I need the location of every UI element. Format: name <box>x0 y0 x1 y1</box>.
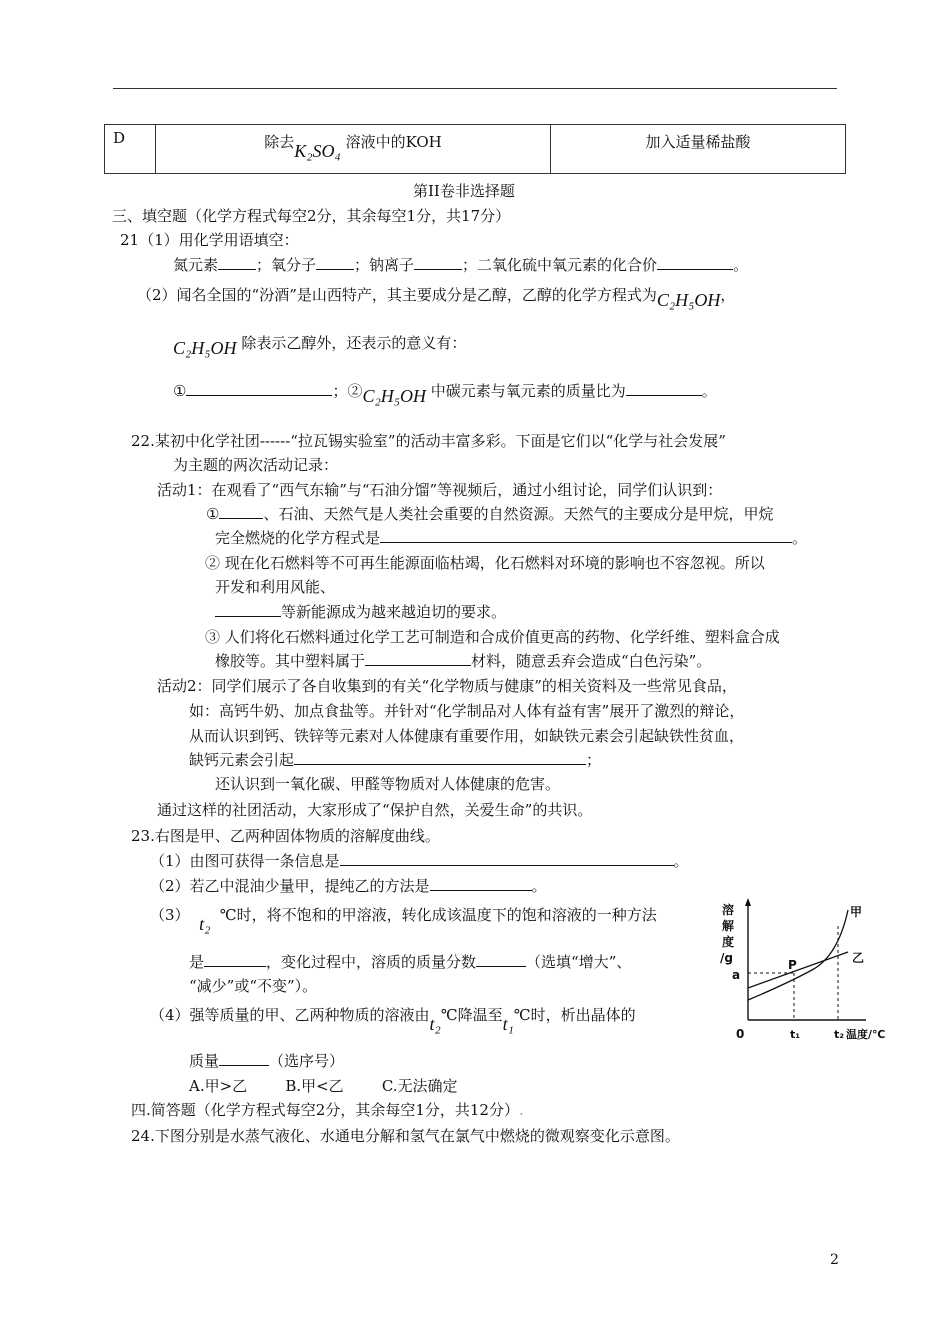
row-label: D <box>105 125 156 174</box>
q24-line: 24.下图分别是水蒸气液化、水通电分解和氢气在氯气中燃烧的微观察变化示意图。 <box>131 1127 680 1145</box>
q22-line5: 完全燃烧的化学方程式是 。 <box>215 529 808 547</box>
q22-line10: 橡胶等。其中塑料属于 材料，随意丢弃会造成“白色污染”。 <box>215 652 712 670</box>
q22-line15: 还认识到一氧化碳、甲醛等物质对人体健康的危害。 <box>215 775 561 793</box>
y-label-4: /g <box>720 951 733 965</box>
q22-line2: 为主题的两次活动记录： <box>173 456 339 474</box>
t2-x-label: t₂ <box>834 1028 845 1041</box>
y-label-1: 溶 <box>722 903 735 917</box>
curve-jia-label: 甲 <box>850 905 863 919</box>
q22-line11: 活动2：同学们展示了各自收集到的有关“化学物质与健康”的相关资料及一些常见食品， <box>157 677 737 695</box>
curve-yi <box>748 952 848 988</box>
q23-options: A.甲>乙 B.甲<乙 C.无法确定 <box>189 1077 458 1095</box>
q23-line1: 23.右图是甲、乙两种固体物质的溶解度曲线。 <box>131 827 440 845</box>
y-label-2: 解 <box>722 919 735 933</box>
q21-line1: 21（1）用化学用语填空： <box>120 231 299 249</box>
header-rule <box>113 88 837 89</box>
k2so4-formula: K₂SO₄ <box>294 141 341 161</box>
solubility-chart <box>716 892 906 1044</box>
q21-line4: C₂H₅OH 除表示乙醇外，还表示的意义有： <box>173 334 467 358</box>
q22-line1: 22.某初中化学社团------“拉瓦锡实验室”的活动丰富多彩。下面是它们以“化学与社会发展” <box>131 432 726 450</box>
table-row <box>105 125 846 174</box>
point-p-label: P <box>788 958 797 972</box>
q22-line4: ① 、石油、天然气是人类社会重要的自然资源。天然气的主要成分是甲烷，甲烷 <box>206 505 774 523</box>
y-label-3: 度 <box>722 935 735 949</box>
method-cell: 加入适量稀盐酸 <box>551 125 846 174</box>
q21-line2: 氮元素 ；氧分子 ；钠离子 ；二氧化硫中氧元素的化合价 。 <box>173 256 749 274</box>
q22-line7: 开发和利用风能、 <box>215 578 336 596</box>
page-number: 2 <box>830 1252 839 1268</box>
purpose-cell: 除去K₂SO₄ 溶液中的KOH <box>156 125 551 174</box>
q23-line7: （4）强等质量的甲、乙两种物质的溶液由t₂℃降温至t₁℃时，析出晶体的 <box>150 1006 636 1034</box>
section3-heading: 三、填空题（化学方程式每空2分，其余每空1分，共17分） <box>112 207 511 225</box>
q21-line5: ① ；②C₂H₅OH 中碳元素与氧元素的质量比为 。 <box>173 382 717 406</box>
q22-line16: 通过这样的社团活动，大家形成了“保护自然，关爱生命”的共识。 <box>157 801 593 819</box>
section4-heading: 四.简答题（化学方程式每空2分，其余每空1分，共12分）. <box>131 1101 524 1119</box>
q23-line2: （1）由图可获得一条信息是 。 <box>150 852 689 870</box>
curve-yi-label: 乙 <box>852 951 865 965</box>
origin-label: 0 <box>736 1027 745 1041</box>
q22-line6: ② 现在化石燃料等不可再生能源面临枯竭，化石燃料对环境的影响也不容忽视。所以 <box>205 554 765 572</box>
x-axis-label: 温度/℃ <box>846 1028 886 1041</box>
q23-line3: （2）若乙中混油少量甲，提纯乙的方法是 。 <box>150 877 547 895</box>
y-axis-arrow-icon <box>745 898 751 906</box>
q22-line13: 从而认识到钙、铁锌等元素对人体健康有重要作用，如缺铁元素会引起缺铁性贫血， <box>189 727 745 745</box>
q23-line6: “减少”或“不变”）。 <box>189 977 318 995</box>
curve-jia <box>748 910 848 1000</box>
t1-label: t₁ <box>790 1028 801 1041</box>
q22-line9: ③ 人们将化石燃料通过化学工艺可制造和合成价值更高的药物、化学纤维、塑料盒合成 <box>205 628 780 646</box>
q23-line5: 是 ，变化过程中，溶质的质量分数 （选填“增大”、 <box>189 953 632 971</box>
a-label: a <box>732 968 741 982</box>
q23-line4: （3） t₂ ℃时，将不饱和的甲溶液，转化成该温度下的饱和溶液的一种方法 <box>150 906 657 934</box>
q21-line3: （2）闻名全国的“汾酒”是山西特产，其主要成分是乙醇，乙醇的化学方程式为C₂H₅OH， <box>137 286 736 310</box>
q22-line14: 缺钙元素会引起 ； <box>189 751 602 769</box>
q22-line3: 活动1：在观看了“西气东输”与“石油分馏”等视频后，通过小组讨论，同学们认识到： <box>157 481 723 499</box>
q22-line8: 等新能源成为越来越迫切的要求。 <box>215 602 506 622</box>
q23-line8: 质量 （选序号） <box>189 1052 345 1070</box>
options-table <box>104 124 846 174</box>
section2-title: 第II卷非选择题 <box>413 182 515 200</box>
q22-line12: 如：高钙牛奶、加点食盐等。并针对“化学制品对人体有益有害”展开了激烈的辩论， <box>189 702 745 720</box>
